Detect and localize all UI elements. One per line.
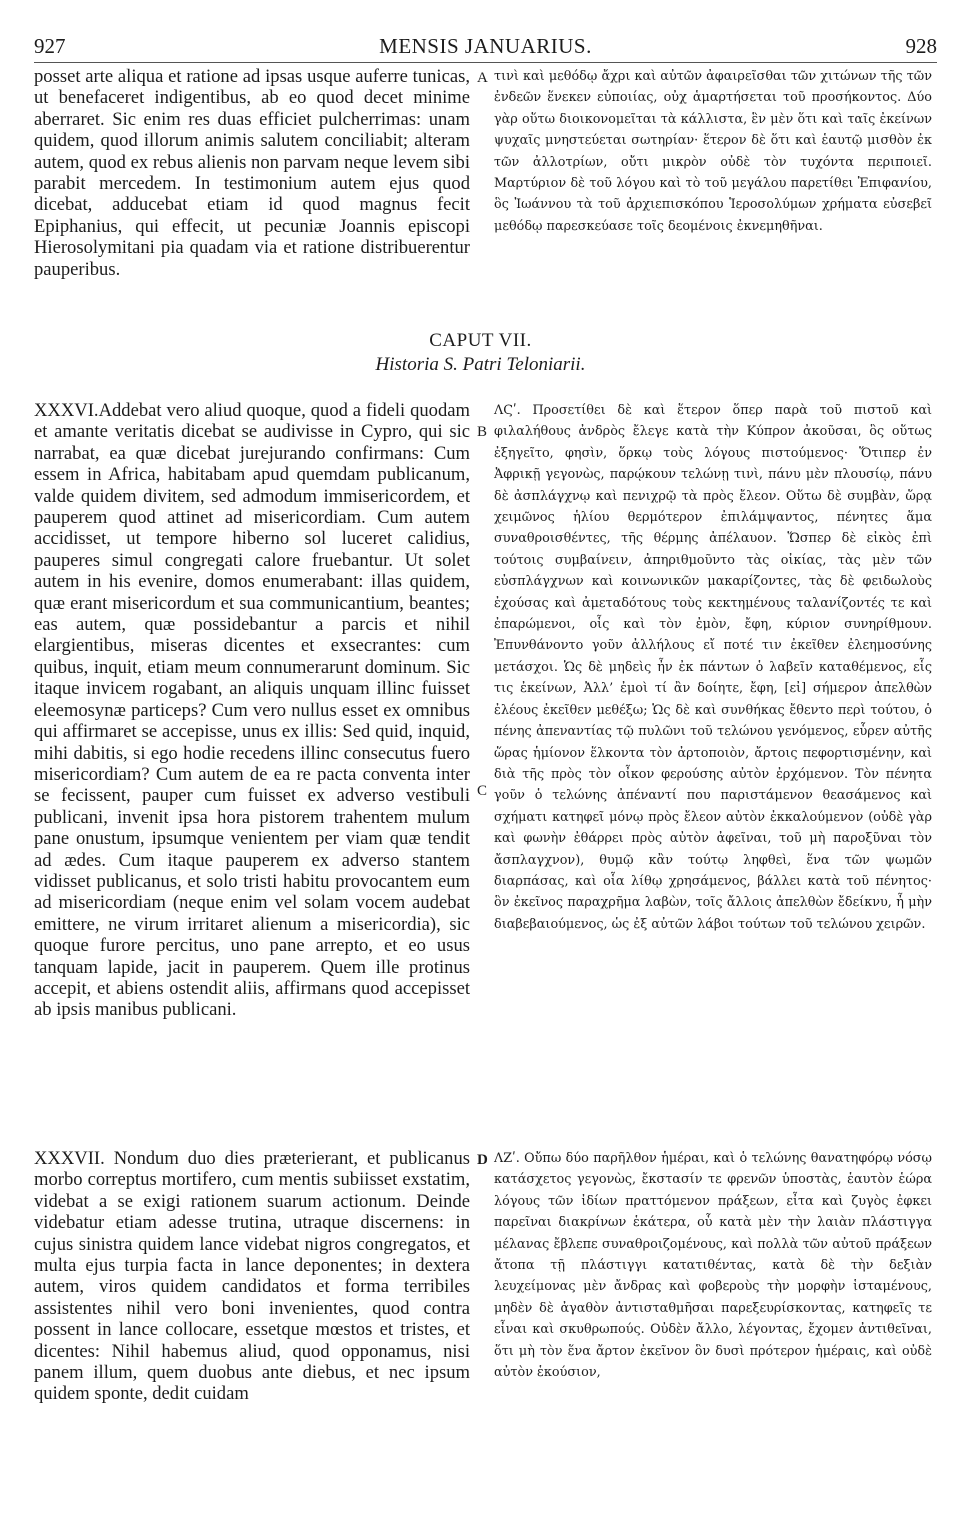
greek-paragraph-text: Προσετίθει δὲ καὶ ἕτερον ὅπερ παρὰ τοῦ πιστοῦ καὶ φιλαλήθους ἀνδρὸς ἔλεγε κατὰ τὴν Κύπρον ἀκοῦσαι, ὃς οὕτως ἐξηγεῖτο, φησὶν, ὅρκῳ τοὺς λόγους πιστούμενος· Ὅτιπερ ἐν Ἀφρικῇ γεγονὼς, παρῴκουν τελώνῃ τινὶ, πάνυ μὲν πλουσίῳ, πάνυ δὲ ἀσπλάγχνῳ καὶ πενιχρῷ τὰ πρὸς ἔλεον. Οὕτω δὲ συμβὰν, ὥρᾳ χειμῶνος ἡλίου θερμότερον ἐπιλάμψαντος, πένητες ἅμα συναθροισθέντες, τῆς θέρμης ἀπέλαυον. Ὥσπερ δὲ εἰκὸς ἐπὶ τούτοις συμβαίνειν, ἀπηριθμοῦντο τὰς οἰκίας, τὰς μὲν τῶν εὐσπλάγχνων καὶ κοινωνικῶν μακαρίζοντες, τὰς δὲ φειδωλοὺς ἐχούσας καὶ ἀμεταδότους τοὺς κεκτημένους ταλανίζοντές τε καὶ ἐπαρώμενοι, οἷς καὶ τὸν ἐμὸν, ἔφη, κύριον συνηρίθμουν. Ἐπυνθάνοντο γοῦν ἀλλήλους εἴ ποτέ τιν ἐκεῖθεν ἐλεημοσύνης μετάσχοι. Ὡς δὲ μηδεὶς ἦν ἐκ πάντων ὁ λαβεῖν καταθέμενος, εἷς τις ἐκείνων, Ἀλλ’ ἐμοὶ τί ἂν δοίητε, ἔφη, [εἰ] σήμερον ἀπελθὼν ἐλέους ἐκεῖθεν μεθέξω; Ὡς δὲ καὶ συνθήκας ἔθεντο περὶ τούτου, ὁ πένης ἀπεναντίας τῷ πυλῶνι τοῦ τελώνου γενόμενος, εὗρεν αὐτῆς ὥρας ἡμίονον ἕλκοντα τὸν ἀρτοποιὸν, ἄρτοις πεφορτισμένην, καὶ διὰ τῆς πρὸς τὸν οἶκον φερούσης αὐτὸν ἐρχόμενον. Τὸν πένητα γοῦν ὁ τελώνης ἀπέναντί που παριστάμενον θεασάμενος καὶ σχήματι κατηφεῖ μόνῳ πρὸς ἔλεον αὐτὸν ἐκκαλούμενον (οὐδὲ γὰρ καὶ φωνὴν ἐθάρρει πρὸς αὐτὸν ἀφεῖναι, τοῦ μὴ παροξῦναι τὸν ἄσπλαγχνον), θυμῷ κἂν τούτῳ ληφθεὶ, ἕνα τῶν ψωμῶν διαρπάσας, καὶ οἷα λίθῳ χρησάμενος, βάλλει κατὰ τοῦ πένητος· ὃν ἐκεῖνος παραχρῆμα λαβὼν, τοῖς ἄλλοις ἀπελθὼν ἔδείκνυ, ἦ μὴν διαβεβαιούμενος, ὡς ἐξ αὐτῶν λάβοι τούτων τοῦ τελώνου χειρῶν.	[494, 403, 932, 932]
margin-letter-a: A	[477, 70, 488, 86]
margin-letter-c: C	[477, 783, 488, 799]
running-title: MENSIS JANUARIUS.	[379, 34, 592, 58]
header-rule	[34, 62, 937, 63]
greek-paragraph-number: ΛΖʹ.	[494, 1151, 520, 1166]
greek-intro-paragraph: τινὶ καὶ μεθόδῳ ἄχρι καὶ αὐτῶν ἀφαιρεῖσθαι τῶν χιτώνων τῆς τῶν ἐνδεῶν ἕνεκεν εὐποιίας, οὐχ ἁμαρτήσεται τοῦ προσήκοντος. Δύο γὰρ οὕτω διοικονομεῖται τὰ κάλλιστα, ἓν μὲν ὅτι καὶ ταῖς ἐκείνων ψυχαῖς μνηστεύεται σωτηρίαν· ἕτερον δὲ ὅτι καὶ ἑαυτῷ μισθὸν ἐκ τῶν ἀλλοτρίων, οὔτι μικρὸν οὐδὲ τὸν τυχόντα περιποιεῖ. Μαρτύριον δὲ τοῦ λόγου καὶ τὸ τοῦ μεγάλου παρετίθει Ἐπιφανίου, ὃς Ἰωάννου τὰ τοῦ ἀρχιεπισκόπου Ἱεροσολύμων χρήματα εὐσεβεῖ μεθόδῳ παρεσκεύασε τοῖς δεομένοις ἐκνεμηθῆναι.	[494, 69, 932, 234]
greek-paragraph-37	[494, 1148, 932, 1383]
latin-paragraph-text: Addebat vero aliud quoque, quod a fideli quodam et amante veritatis dicebat se audivisse in Cypro, qui sic narrabat, ea quæ dicebat jurejurando confirmans: Cum essem in Africa, habitabam apud quemdam publicanum, valde quidem divitem, sed admodum immisericordem, et pauperem quod attinet ad misericordiam. Cum autem accidisset, ut tempore hiberno sol luceret calidius, pauperes simul congregati calore fruebantur. Ut solet autem in his evenire, domos enumerabant: illas quidem, quæ erant misericordum et sua communicantium, beantes; eas autem, quæ possidebantur a parcis et nihil elargientibus, miseras dicentes et exsecrantes: cum quibus, inquit, etiam meum connumerarunt dominum. Sic itaque invicem rogabant, an aliquis unquam illinc fuisset eleemosynæ particeps? Cum vero nullus esset ex omnibus qui affirmaret se accepisse, unus ex illis: Sed quid, inquid, mihi dabitis, si ego hodie recedens illinc consecutus fuero misericordiam? Cum autem de ea re pacta conventa inter se fecissent, pauper cum fuisset ex adverso vestibuli publicani, invenit ipsa hora pistorem trahentem mulum pane onustum, ipsumque venientem per viam quæ tendit ad ædes. Cum itaque pauperem ex adverso stantem vidisset publicanus, et solo tristi habitu provocantem eum ad misericordiam (neque enim vel solam vocem audebat emittere, ne virum irritaret alienum a misericordia), sic quoque furore percitus, uno pane arrepto, et eo usus tanquam lapide, jacit in pauperem. Quem ille protinus accepit, et abiens ostendit aliis, affirmans quod accepisset ab ipsis manibus publicani.	[34, 400, 470, 1021]
left-page-number: 927	[34, 34, 66, 58]
latin-column-para36	[34, 400, 470, 1021]
chapter-subtitle: Historia S. Patri Teloniarii.	[375, 354, 586, 375]
latin-column-intro	[34, 66, 470, 280]
greek-column-para36	[494, 400, 932, 935]
running-header	[34, 34, 937, 60]
greek-paragraph-text: Οὔπω δύο παρῆλθον ἡμέραι, καὶ ὁ τελώνης θανατηφόρῳ νόσῳ κατάσχετος γεγονὼς, ἔκστασίν τε φρενῶν ὑποστὰς, ἑαυτὸν ἑώρα λόγους τῶν ἰδίων πραττόμενον πράξεων, εἶτα καὶ ζυγὸς ἐφκει παρεῖναι διακρίνων ἑκάτερα, οὗ κατὰ μὲν τὴν λαιὰν πλάστιγγα μέλανας ἔβλεπε συναθροιζομένους, καὶ πολλὰ τῶν αὐτοῦ πράξεων ἄτοπα τῇ πλάστιγγι κατατιθέντας, κατὰ δὲ τὴν δεξιὰν λευχείμονας μὲν ἄνδρας καὶ φοβεροὺς τὴν μορφὴν ἱσταμένους, μηδὲν δὲ ἀγαθὸν ἀντισταθμῆσαι παρεξευρίσκοντας, κατηφεῖς τε εἶναι καὶ σκυθρωπούς. Οὐδὲν ἄλλο, λέγοντας, ἔχομεν ἀντιθεῖναι, ὅτι μὴ τὸν ἕνα ἄρτον ἐκεῖνον ὃν δυσὶ πρότερον ἡμέραις, καὶ οὐδὲ αὐτὸν ἑκούσιον,	[494, 1151, 932, 1381]
greek-paragraph-number: ΛϚʹ.	[494, 403, 521, 418]
margin-letter-d: D	[477, 1152, 488, 1168]
greek-column-intro	[494, 66, 932, 237]
greek-paragraph-36	[494, 400, 932, 935]
right-page-number: 928	[905, 34, 937, 58]
latin-column-para37	[34, 1148, 470, 1405]
margin-letter-b: B	[477, 424, 488, 440]
latin-paragraph-number: XXXVI.	[34, 400, 99, 421]
greek-column-para37	[494, 1148, 932, 1383]
chapter-heading: CAPUT VII.	[429, 330, 532, 351]
latin-paragraph-text: Nondum duo dies præterierant, et publicanus morbo correptus mortifero, cum mentis subiisset exstatim, videbat a se exigi rationem suarum actionum. Deinde videbatur etiam adesse trutina, utraque discernens: in cujus sinistra quidem lance videbat nigros congregatos, et multa ejus turpia facta in lance deponentes; in dextera autem, viros quidem candidatos et forma terribiles assistentes nihil vero boni invenientes, quod contra possent in lance collocare, essetque mœstos et tristes, et dicentes: Nihil habemus aliud, quod opponamus, nisi panem illum, quem duobus ante diebus, et nec ipsum quidem sponte, dedit cuidam	[34, 1148, 470, 1405]
latin-paragraph-number: XXXVII.	[34, 1148, 105, 1169]
latin-paragraph-37	[34, 1148, 470, 1405]
latin-paragraph-36	[34, 400, 470, 1021]
latin-intro-paragraph: posset arte aliqua et ratione ad ipsas usque auferre tunicas, ut benefaceret indigentibus, ab eo quod decet minime aberraret. Sic enim res duas efficiet pulcherrimas: unam quidem, quod illorum animis salutem conciliabit; alteram autem, quod ex rebus alienis non parvam neque levem sibi parabit mercedem. In testimonium autem ejus quod dicebat, adducebat etiam id quod magnus fecit Epiphanius, qui effecit, ut pecuniæ Joannis episcopi Hierosolymitani pia quadam via et ratione distribuerentur pauperibus.	[34, 66, 470, 280]
